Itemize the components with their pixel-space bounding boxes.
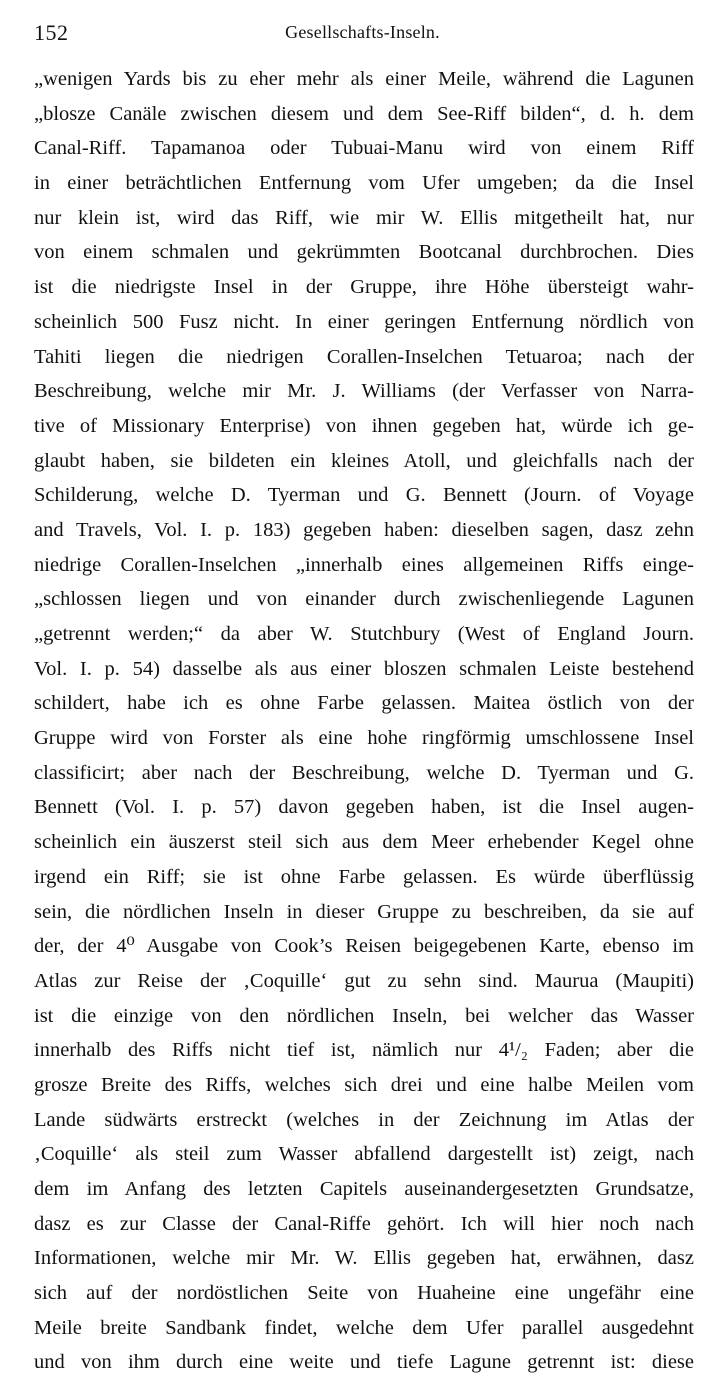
text-line: „wenigen Yards bis zu eher mehr als einer Meile, während die Lagunen: [34, 68, 694, 90]
text-line: classificirt; aber nach der Beschreibung, welche D. Tyerman und G.: [34, 761, 694, 784]
text-line: Atlas zur Reise der ‚Coquille‘ gut zu sehn sind. Maurua (Maupiti): [34, 969, 694, 992]
text-line: in einer beträchtlichen Entfernung vom Ufer umgeben; da die Insel: [34, 172, 694, 195]
text-line: dem im Anfang des letzten Capitels auseinandergesetzten Grundsatze,: [34, 1178, 694, 1200]
text-line: ist die niedrigste Insel in der Gruppe, ihre Höhe übersteigt wahr-: [34, 276, 694, 299]
text-line: Tahiti liegen die niedrigen Corallen-Inselchen Tetuaroa; nach der: [34, 345, 694, 368]
text-line: Informationen, welche mir Mr. W. Ellis gegeben hat, erwähnen, dasz: [34, 1247, 694, 1270]
text-line: und von ihm durch eine weite und tiefe Lagune getrennt ist: diese: [34, 1351, 694, 1374]
text-line: nur klein ist, wird das Riff, wie mir W. Ellis mitgetheilt hat, nur: [34, 206, 694, 229]
body-text: [34, 62, 694, 1380]
text-line: schildert, habe ich es ohne Farbe gelassen. Maitea östlich von der: [34, 692, 694, 715]
text-line: Schilderung, welche D. Tyerman und G. Bennett (Journ. of Voyage: [34, 484, 694, 507]
page-number: 152: [34, 20, 69, 45]
text-line: ‚Coquille‘ als steil zum Wasser abfallend dargestellt ist) zeigt, nach: [34, 1143, 694, 1166]
text-line: dasz es zur Classe der Canal-Riffe gehört. Ich will hier noch nach: [34, 1212, 694, 1235]
text-line: niedrige Corallen-Inselchen „innerhalb eines allgemeinen Riffs einge-: [34, 553, 694, 576]
text-line: Gruppe wird von Forster als eine hohe ringförmig umschlossene Insel: [34, 727, 694, 750]
text-line: grosze Breite des Riffs, welches sich drei und eine halbe Meilen vom: [34, 1073, 694, 1096]
text-line: and Travels, Vol. I. p. 183) gegeben haben: dieselben sagen, dasz zehn: [34, 518, 694, 541]
running-title: Gesellschafts-Inseln.: [285, 22, 440, 42]
text-line: von einem schmalen und gekrümmten Bootcanal durchbrochen. Dies: [34, 241, 694, 264]
text-line: Lande südwärts erstreckt (welches in der Zeichnung im Atlas der: [34, 1108, 694, 1131]
text-line: Canal-Riff. Tapamanoa oder Tubuai-Manu wird von einem Riff: [34, 137, 694, 160]
text-line: „getrennt werden;“ da aber W. Stutchbury (West of England Journ.: [34, 623, 694, 645]
text-line: ist die einzige von den nördlichen Inseln, bei welcher das Wasser: [34, 1004, 694, 1027]
text-line: „blosze Canäle zwischen diesem und dem See-Riff bilden“, d. h. dem: [34, 102, 694, 125]
text-line: Meile breite Sandbank findet, welche dem Ufer parallel ausgedehnt: [34, 1316, 694, 1339]
text-line: scheinlich ein äuszerst steil sich aus dem Meer erhebender Kegel ohne: [34, 831, 694, 854]
text-line: irgend ein Riff; sie ist ohne Farbe gelassen. Es würde überflüssig: [34, 865, 694, 888]
text-line: innerhalb des Riffs nicht tief ist, nämlich nur 4¹/₂ Faden; aber die: [34, 1039, 694, 1062]
text-line: tive of Missionary Enterprise) von ihnen gegeben hat, würde ich ge-: [34, 414, 694, 437]
text-line: sein, die nördlichen Inseln in dieser Gruppe zu beschreiben, da sie auf: [34, 900, 694, 923]
text-line: glaubt haben, sie bildeten ein kleines Atoll, und gleichfalls nach der: [34, 449, 694, 472]
running-head: [34, 18, 691, 48]
text-line: „schlossen liegen und von einander durch zwischenliegende Lagunen: [34, 588, 694, 611]
text-line: Beschreibung, welche mir Mr. J. Williams (der Verfasser von Narra-: [34, 380, 694, 403]
text-line: sich auf der nordöstlichen Seite von Huaheine eine ungefähr eine: [34, 1282, 694, 1305]
text-line: Vol. I. p. 54) dasselbe als aus einer bloszen schmalen Leiste bestehend: [34, 657, 694, 680]
text-line: Bennett (Vol. I. p. 57) davon gegeben haben, ist die Insel augen-: [34, 796, 694, 819]
text-line: scheinlich 500 Fusz nicht. In einer geringen Entfernung nördlich von: [34, 310, 694, 333]
text-line: der, der 4⁰ Ausgabe von Cook’s Reisen beigegebenen Karte, ebenso im: [34, 935, 694, 958]
